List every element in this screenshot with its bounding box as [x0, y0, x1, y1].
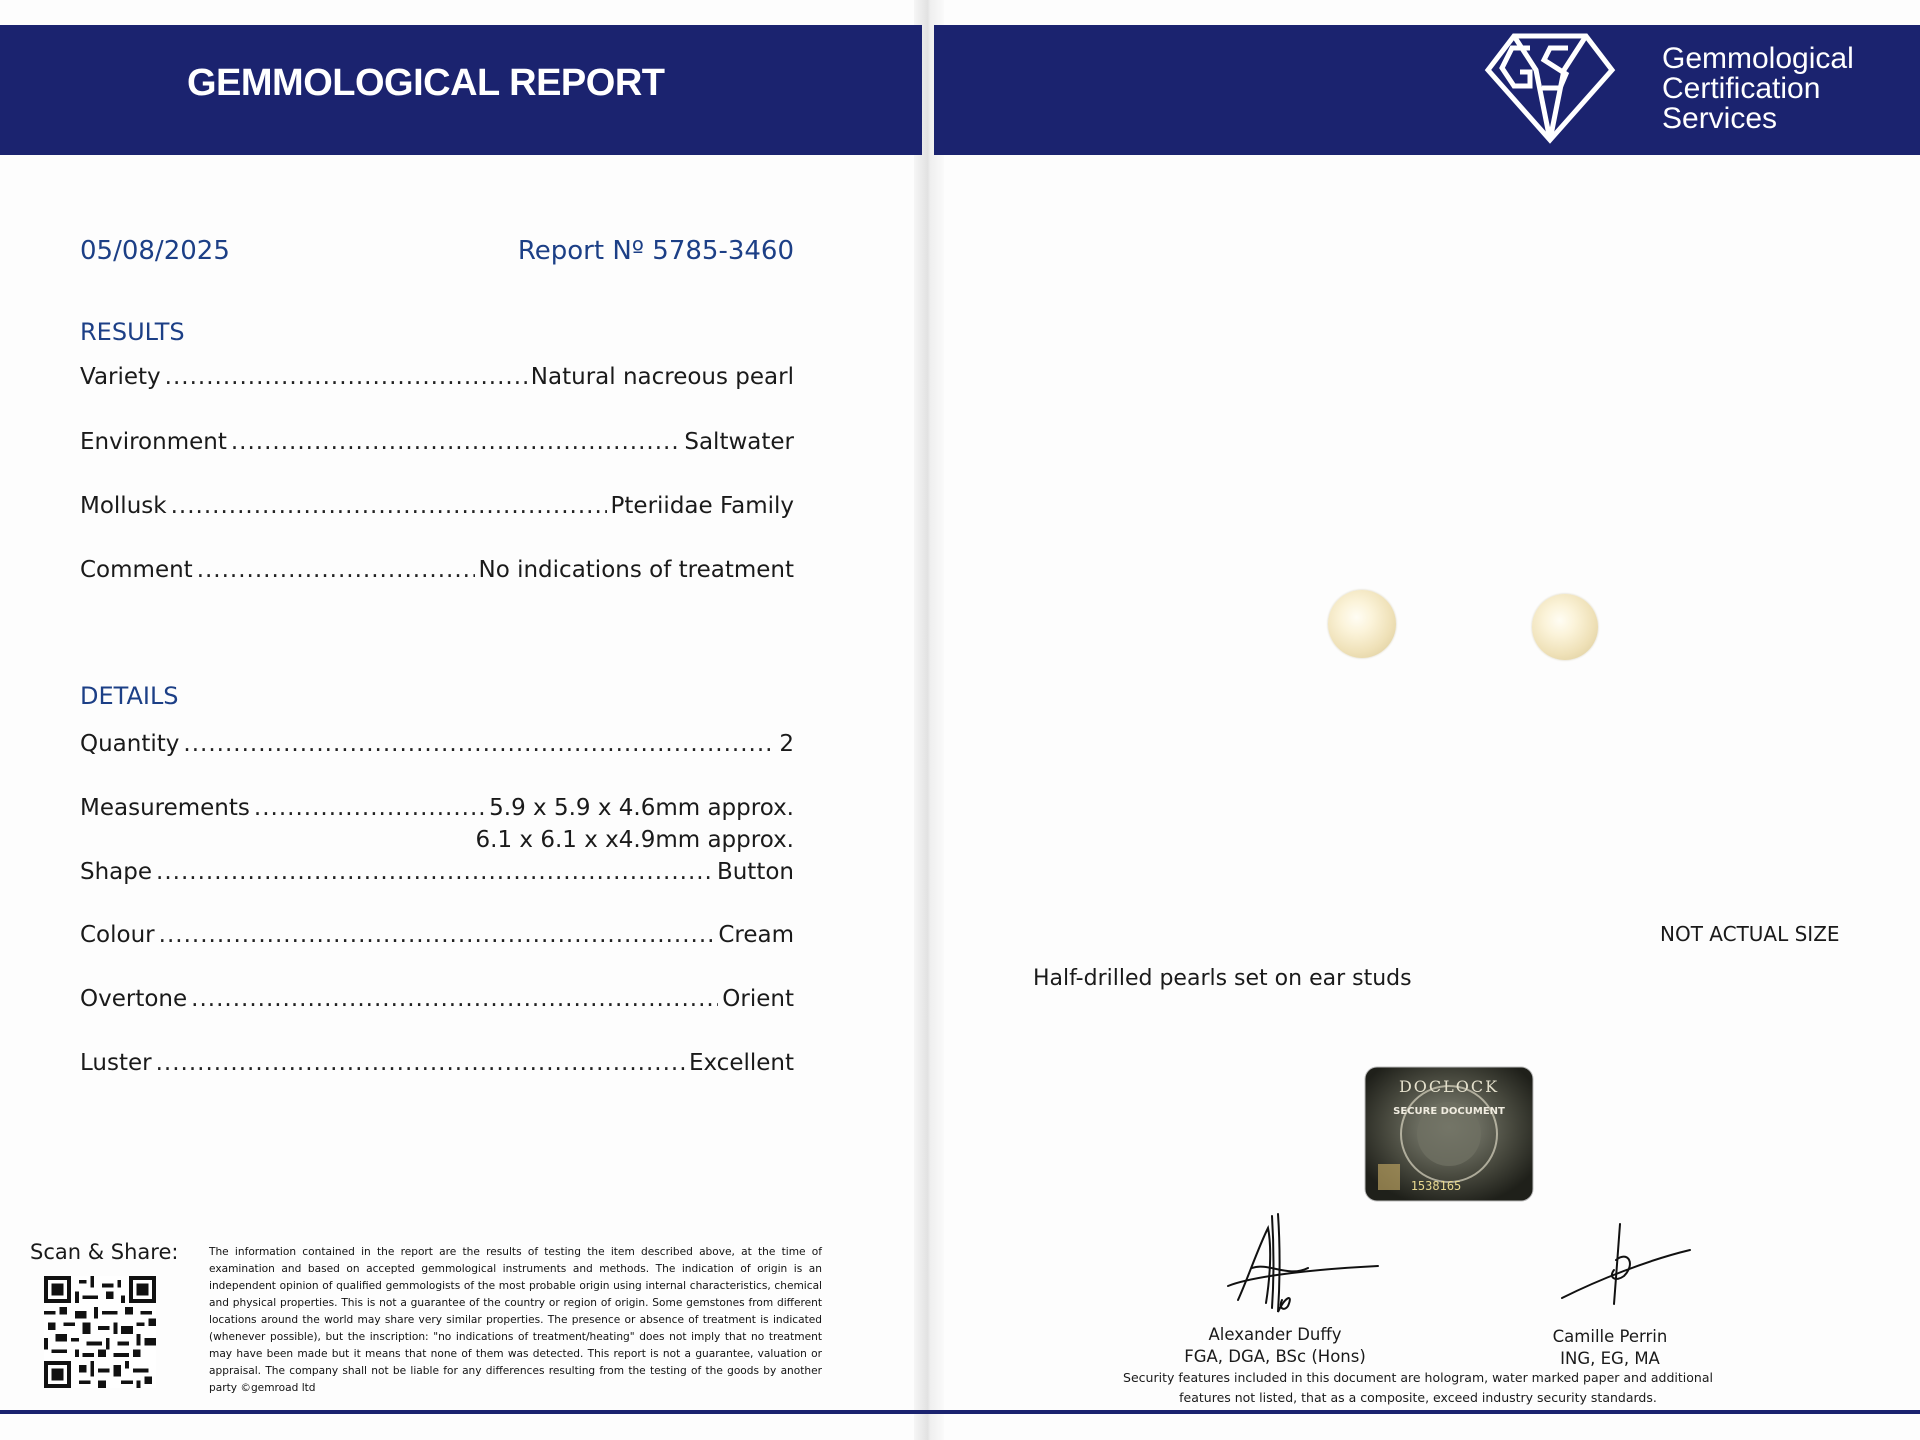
qr-code-icon[interactable] [44, 1276, 156, 1388]
results-heading: RESULTS [80, 318, 185, 346]
detail-row-overtone [80, 984, 794, 1014]
detail-value: Excellent [688, 1050, 794, 1076]
detail-row-quantity [80, 729, 794, 759]
detail-row-colour [80, 920, 794, 950]
leader-dots [231, 427, 680, 457]
signer-name: Alexander Duffy [1208, 1325, 1342, 1344]
detail-row-measurements [80, 793, 794, 823]
result-value: Natural nacreous pearl [530, 364, 794, 390]
detail-row-shape [80, 857, 794, 887]
leader-dots [156, 857, 713, 887]
result-row-environment [80, 427, 794, 457]
hologram-brand: DOCLOCK [1398, 1077, 1500, 1096]
right-page [934, 0, 1920, 1440]
result-label: Mollusk [80, 493, 167, 519]
details-heading: DETAILS [80, 682, 179, 710]
pearl-image-2 [1532, 594, 1598, 660]
leader-dots [254, 793, 485, 823]
page-fold [914, 0, 944, 1440]
security-note: Security features included in this document are hologram, water marked paper and additional features not listed, that as a composite, exceed industry security standards. [1123, 1370, 1713, 1405]
item-caption: Half-drilled pearls set on ear studs [1033, 966, 1412, 991]
detail-label: Quantity [80, 731, 180, 757]
detail-value-measurements-2: 6.1 x 6.1 x x4.9mm approx. [475, 827, 794, 853]
detail-value: 5.9 x 5.9 x 4.6mm approx. [489, 795, 794, 821]
detail-value: 2 [779, 731, 794, 757]
disclaimer-text: The information contained in the report are the results of testing the item described above, at the time of examination and based on accepted gemmological instruments and methods. The indication of origin is an independent opinion of qualified gemmologists of the most probable origin using internal characteristics, chemical and physical properties. This is not a guarantee of the country or region of origin. Some gemstones from different locations around the world may share very similar properties. The presence or absence of treatment is indicated (whenever possible), but the inscription: "no indications of treatment/heating" does not imply that no treatment may have been made but it means that none of them was detected. This report is not a guarantee, valuation or appraisal. The company shall not be liable for any differences resulting from the testing of the goods by another party ©gemroad ltd [209, 1246, 822, 1394]
gcs-logo-icon [1484, 30, 1616, 145]
hologram-text: SECURE DOCUMENT [1393, 1106, 1505, 1117]
bottom-rule [0, 1410, 1920, 1414]
detail-label: Shape [80, 859, 153, 885]
result-value: No indications of treatment [478, 557, 794, 583]
pearl-image-1 [1328, 590, 1396, 658]
leader-dots [197, 555, 475, 585]
result-label: Comment [80, 557, 193, 583]
result-row-variety [80, 362, 794, 392]
company-name-line-3: Services [1662, 102, 1778, 135]
security-hologram [1364, 1066, 1534, 1202]
leader-dots [156, 1048, 685, 1078]
leader-dots [159, 920, 715, 950]
signature-alexander-duffy [1208, 1208, 1388, 1318]
leader-dots [165, 362, 527, 392]
leader-dots [191, 984, 718, 1014]
leader-dots [171, 491, 607, 521]
signer-credentials: ING, EG, MA [1560, 1349, 1660, 1368]
signer-camille-perrin [1480, 1326, 1740, 1370]
detail-label: Luster [80, 1050, 152, 1076]
result-value: Saltwater [684, 429, 794, 455]
hologram-serial: 1538165 [1410, 1179, 1462, 1193]
left-page [0, 0, 924, 1440]
detail-value: Button [716, 859, 794, 885]
company-name [1662, 44, 1854, 134]
signer-credentials: FGA, DGA, BSc (Hons) [1184, 1347, 1366, 1366]
not-actual-size-note: NOT ACTUAL SIZE [1660, 922, 1840, 946]
leader-dots [183, 729, 775, 759]
detail-row-luster [80, 1048, 794, 1078]
company-name-line-1: Gemmological [1662, 42, 1854, 75]
result-row-comment [80, 555, 794, 585]
result-label: Environment [80, 429, 227, 455]
report-number: Report Nº 5785-3460 [517, 236, 794, 266]
detail-label: Overtone [80, 986, 188, 1012]
company-name-line-2: Certification [1662, 72, 1821, 105]
result-row-mollusk [80, 491, 794, 521]
detail-value: Orient [722, 986, 794, 1012]
scan-share-label: Scan & Share: [30, 1240, 179, 1264]
signer-alexander-duffy [1150, 1324, 1400, 1368]
signer-name: Camille Perrin [1552, 1327, 1668, 1346]
result-label: Variety [80, 364, 161, 390]
detail-value: Cream [718, 922, 794, 948]
signature-camille-perrin [1558, 1220, 1698, 1310]
result-value: Pteriidae Family [610, 493, 794, 519]
detail-label: Colour [80, 922, 155, 948]
report-title: GEMMOLOGICAL REPORT [187, 62, 665, 104]
report-date: 05/08/2025 [80, 236, 230, 266]
detail-label: Measurements [80, 795, 250, 821]
